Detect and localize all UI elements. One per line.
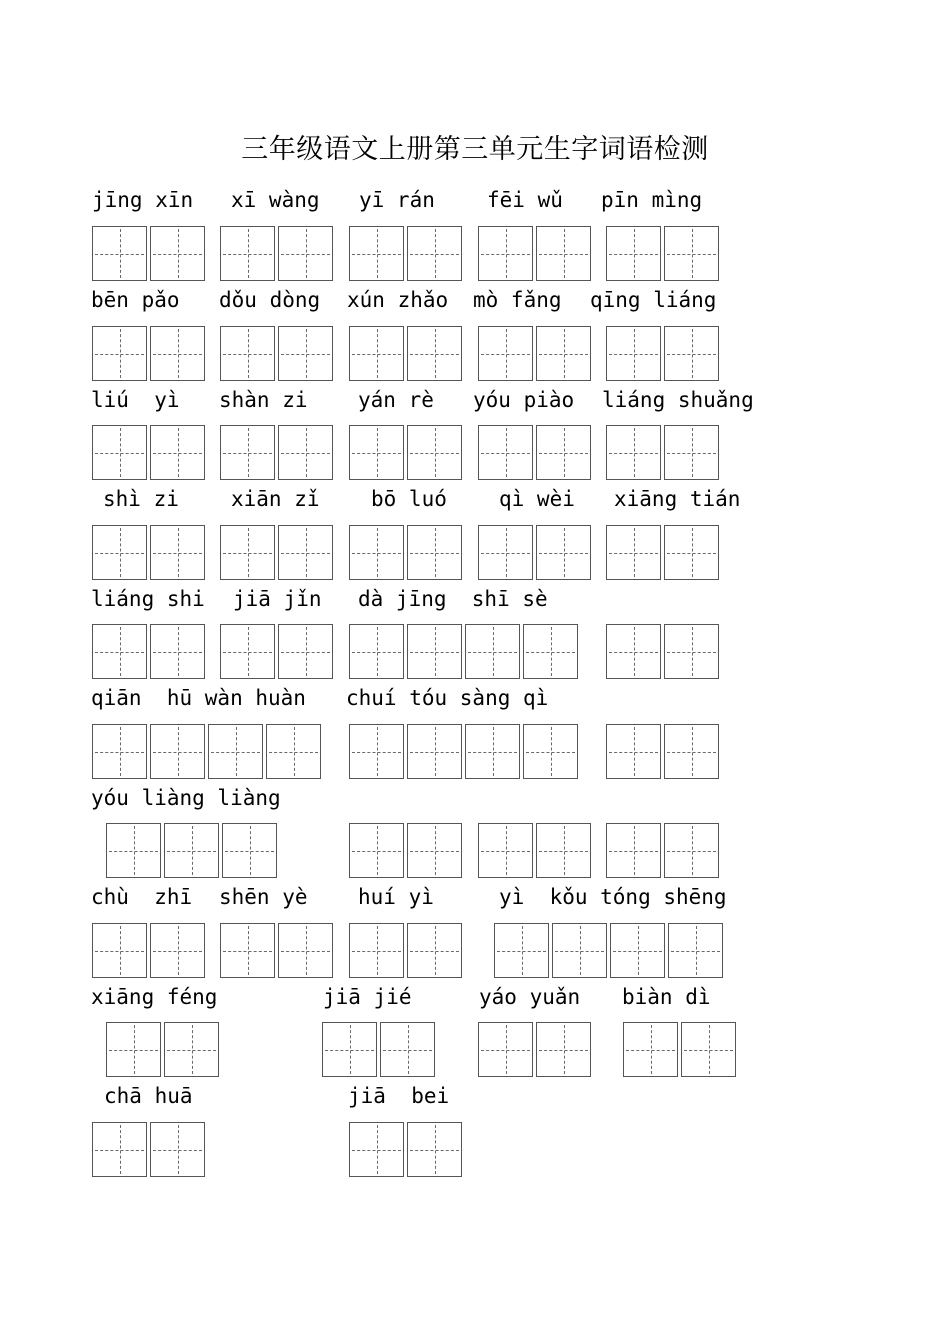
tianzige-box[interactable]	[465, 624, 520, 679]
tianzige-box[interactable]	[106, 1022, 161, 1077]
tianzige-box[interactable]	[681, 1022, 736, 1077]
tianzige-box[interactable]	[92, 624, 147, 679]
tianzige-box[interactable]	[407, 923, 462, 978]
tianzige-box[interactable]	[606, 326, 661, 381]
pinyin-prompt: yóu liàng liàng	[91, 786, 281, 810]
tianzige-box[interactable]	[349, 326, 404, 381]
tianzige-box[interactable]	[606, 226, 661, 281]
tianzige-box[interactable]	[668, 923, 723, 978]
tianzige-box[interactable]	[278, 226, 333, 281]
pinyin-prompt: xún zhǎo	[347, 288, 449, 312]
tianzige-box[interactable]	[478, 226, 533, 281]
tianzige-box[interactable]	[322, 1022, 377, 1077]
tianzige-box[interactable]	[92, 1122, 147, 1177]
pinyin-prompt: qiān hū wàn huàn	[91, 686, 306, 710]
pinyin-prompt: yáo yuǎn	[479, 985, 581, 1009]
tianzige-box[interactable]	[664, 425, 719, 480]
tianzige-box[interactable]	[349, 525, 404, 580]
pinyin-prompt: biàn dì	[622, 985, 711, 1009]
tianzige-box[interactable]	[164, 1022, 219, 1077]
pinyin-prompt: yóu piào	[473, 388, 575, 412]
tianzige-box[interactable]	[220, 525, 275, 580]
tianzige-box[interactable]	[92, 425, 147, 480]
pinyin-prompt: jiā jié	[323, 985, 412, 1009]
tianzige-box[interactable]	[536, 525, 591, 580]
tianzige-box[interactable]	[536, 823, 591, 878]
tianzige-box[interactable]	[407, 226, 462, 281]
tianzige-box[interactable]	[349, 425, 404, 480]
pinyin-prompt: chā huā	[104, 1084, 193, 1108]
tianzige-box[interactable]	[536, 226, 591, 281]
tianzige-box[interactable]	[220, 226, 275, 281]
pinyin-prompt: yì kǒu tóng shēng	[499, 885, 727, 909]
pinyin-prompt: dǒu dòng	[219, 288, 321, 312]
tianzige-box[interactable]	[523, 724, 578, 779]
tianzige-box[interactable]	[150, 624, 205, 679]
pinyin-prompt: yán rè	[358, 388, 434, 412]
pinyin-prompt: liú yì	[91, 388, 180, 412]
tianzige-box[interactable]	[407, 425, 462, 480]
pinyin-prompt: jiā bei	[348, 1084, 450, 1108]
tianzige-box[interactable]	[208, 724, 263, 779]
pinyin-prompt: xiāng tián	[614, 487, 741, 511]
tianzige-box[interactable]	[278, 525, 333, 580]
pinyin-prompt: xiāng féng	[91, 985, 218, 1009]
tianzige-box[interactable]	[664, 326, 719, 381]
tianzige-box[interactable]	[106, 823, 161, 878]
tianzige-box[interactable]	[150, 724, 205, 779]
tianzige-box[interactable]	[664, 525, 719, 580]
tianzige-box[interactable]	[220, 624, 275, 679]
pinyin-prompt: liáng shi	[91, 587, 205, 611]
pinyin-prompt: shàn zi	[219, 388, 308, 412]
pinyin-prompt: liáng shuǎng	[602, 388, 754, 412]
tianzige-box[interactable]	[664, 624, 719, 679]
pinyin-prompt: qīng liáng	[590, 288, 717, 312]
pinyin-prompt: chù zhī	[91, 885, 193, 909]
tianzige-box[interactable]	[478, 1022, 533, 1077]
tianzige-box[interactable]	[150, 425, 205, 480]
tianzige-box[interactable]	[92, 525, 147, 580]
tianzige-box[interactable]	[552, 923, 607, 978]
pinyin-prompt: bēn pǎo	[91, 288, 180, 312]
tianzige-box[interactable]	[478, 823, 533, 878]
tianzige-box[interactable]	[407, 525, 462, 580]
tianzige-box[interactable]	[222, 823, 277, 878]
tianzige-box[interactable]	[278, 624, 333, 679]
tianzige-box[interactable]	[150, 923, 205, 978]
tianzige-box[interactable]	[478, 326, 533, 381]
pinyin-prompt: bō luó	[371, 487, 447, 511]
tianzige-box[interactable]	[220, 425, 275, 480]
tianzige-box[interactable]	[349, 823, 404, 878]
tianzige-box[interactable]	[606, 624, 661, 679]
tianzige-box[interactable]	[278, 923, 333, 978]
tianzige-box[interactable]	[92, 724, 147, 779]
tianzige-box[interactable]	[407, 326, 462, 381]
tianzige-box[interactable]	[407, 823, 462, 878]
pinyin-prompt: qì wèi	[499, 487, 575, 511]
tianzige-box[interactable]	[465, 724, 520, 779]
tianzige-box[interactable]	[664, 226, 719, 281]
tianzige-box[interactable]	[478, 525, 533, 580]
pinyin-prompt: yī rán	[359, 188, 435, 212]
tianzige-box[interactable]	[150, 1122, 205, 1177]
tianzige-box[interactable]	[494, 923, 549, 978]
pinyin-prompt: dà jīng shī sè	[358, 587, 548, 611]
tianzige-box[interactable]	[92, 226, 147, 281]
tianzige-box[interactable]	[536, 326, 591, 381]
tianzige-box[interactable]	[278, 425, 333, 480]
page-title: 三年级语文上册第三单元生字词语检测	[241, 134, 709, 165]
tianzige-box[interactable]	[150, 326, 205, 381]
tianzige-box[interactable]	[278, 326, 333, 381]
tianzige-box[interactable]	[380, 1022, 435, 1077]
tianzige-box[interactable]	[266, 724, 321, 779]
pinyin-prompt: jīng xīn	[92, 188, 194, 212]
tianzige-box[interactable]	[606, 724, 661, 779]
tianzige-box[interactable]	[606, 425, 661, 480]
tianzige-box[interactable]	[407, 624, 462, 679]
pinyin-prompt: xī wàng	[231, 188, 320, 212]
tianzige-box[interactable]	[349, 1122, 404, 1177]
tianzige-box[interactable]	[610, 923, 665, 978]
tianzige-box[interactable]	[407, 724, 462, 779]
pinyin-prompt: jiā jǐn	[233, 587, 322, 611]
tianzige-box[interactable]	[349, 724, 404, 779]
tianzige-box[interactable]	[92, 923, 147, 978]
pinyin-prompt: chuí tóu sàng qì	[346, 686, 549, 710]
tianzige-box[interactable]	[606, 525, 661, 580]
tianzige-box[interactable]	[92, 326, 147, 381]
tianzige-box[interactable]	[349, 226, 404, 281]
tianzige-box[interactable]	[606, 823, 661, 878]
tianzige-box[interactable]	[150, 226, 205, 281]
pinyin-prompt: pīn mìng	[601, 188, 703, 212]
tianzige-box[interactable]	[150, 525, 205, 580]
pinyin-prompt: huí yì	[358, 885, 434, 909]
tianzige-box[interactable]	[664, 823, 719, 878]
tianzige-box[interactable]	[523, 624, 578, 679]
pinyin-prompt: shēn yè	[219, 885, 308, 909]
tianzige-box[interactable]	[407, 1122, 462, 1177]
tianzige-box[interactable]	[478, 425, 533, 480]
tianzige-box[interactable]	[536, 425, 591, 480]
tianzige-box[interactable]	[220, 923, 275, 978]
tianzige-box[interactable]	[623, 1022, 678, 1077]
tianzige-box[interactable]	[536, 1022, 591, 1077]
pinyin-prompt: mò fǎng	[473, 288, 562, 312]
tianzige-box[interactable]	[349, 624, 404, 679]
tianzige-box[interactable]	[664, 724, 719, 779]
pinyin-prompt: fēi wǔ	[487, 188, 563, 212]
pinyin-prompt: xiān zǐ	[231, 487, 320, 511]
tianzige-box[interactable]	[164, 823, 219, 878]
pinyin-prompt: shì zi	[103, 487, 179, 511]
tianzige-box[interactable]	[349, 923, 404, 978]
tianzige-box[interactable]	[220, 326, 275, 381]
